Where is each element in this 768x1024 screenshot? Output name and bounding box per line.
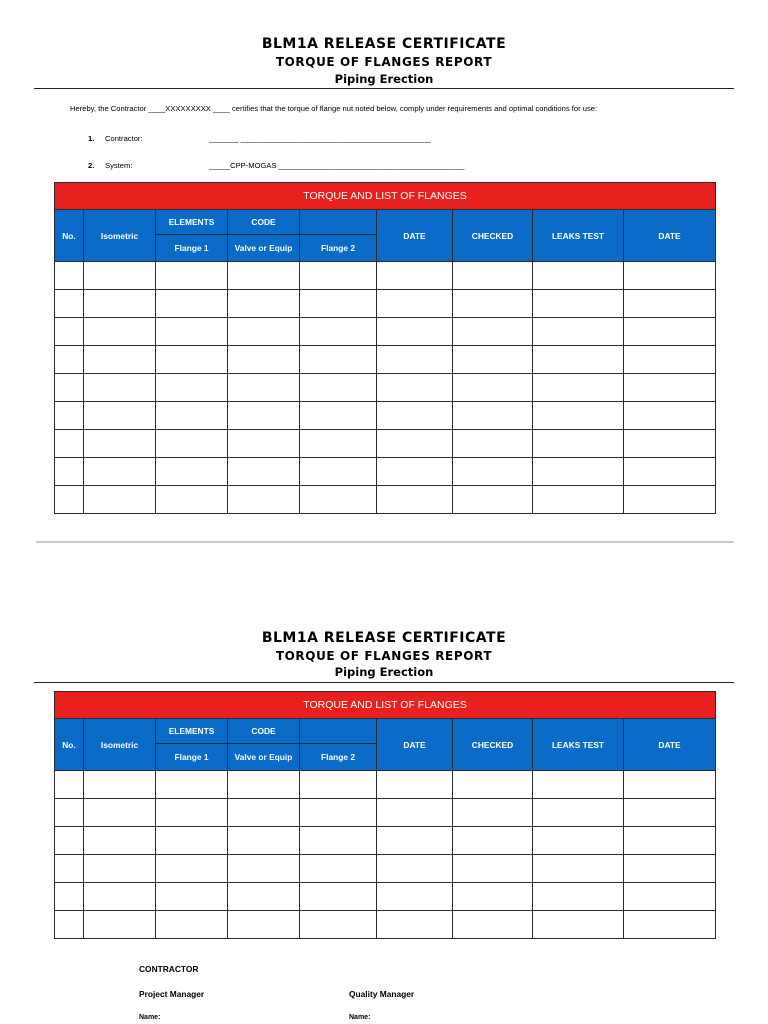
table-row bbox=[55, 374, 716, 402]
table-cell bbox=[624, 262, 716, 290]
table-cell bbox=[377, 911, 453, 939]
table-cell bbox=[228, 402, 300, 430]
table-cell bbox=[453, 799, 533, 827]
table-cell bbox=[84, 771, 156, 799]
flanges-table bbox=[54, 182, 716, 514]
table-cell bbox=[533, 486, 624, 514]
header-isometric: Isometric bbox=[84, 210, 156, 262]
flanges-table bbox=[54, 691, 716, 939]
table-cell bbox=[156, 346, 228, 374]
table-cell bbox=[377, 883, 453, 911]
header-flange-1: Flange 1 bbox=[156, 744, 228, 771]
table-cell bbox=[624, 799, 716, 827]
table-row bbox=[55, 855, 716, 883]
contractor-statement: Hereby, the Contractor ____XXXXXXXXX ____ certifies that the torque of flange nut noted below, comply under requirements and optimal conditions for use: bbox=[70, 104, 598, 113]
table-cell bbox=[300, 346, 377, 374]
table-cell bbox=[533, 883, 624, 911]
table-cell bbox=[453, 374, 533, 402]
header-flange-1: Flange 1 bbox=[156, 235, 228, 262]
table-banner: TORQUE AND LIST OF FLANGES bbox=[55, 692, 716, 719]
table-cell bbox=[533, 402, 624, 430]
table-cell bbox=[156, 402, 228, 430]
table-cell bbox=[377, 771, 453, 799]
table-cell bbox=[156, 486, 228, 514]
header-elements: ELEMENTS bbox=[156, 719, 228, 744]
table-cell bbox=[55, 430, 84, 458]
table-cell bbox=[377, 827, 453, 855]
table-cell bbox=[156, 262, 228, 290]
table-cell bbox=[228, 827, 300, 855]
table-cell bbox=[300, 883, 377, 911]
signature-name-label: Name: bbox=[349, 1014, 371, 1021]
header-rule bbox=[34, 88, 734, 89]
table-row bbox=[55, 346, 716, 374]
table-banner: TORQUE AND LIST OF FLANGES bbox=[55, 183, 716, 210]
field-system-value: _____CPP-MOGAS ____________________________________________ bbox=[209, 161, 465, 170]
table-cell bbox=[84, 458, 156, 486]
table-cell bbox=[377, 374, 453, 402]
table-cell bbox=[377, 318, 453, 346]
header-blank bbox=[300, 210, 377, 235]
table-cell bbox=[300, 402, 377, 430]
table-cell bbox=[55, 771, 84, 799]
table-cell bbox=[533, 827, 624, 855]
table-cell bbox=[156, 883, 228, 911]
table-cell bbox=[453, 486, 533, 514]
table-cell bbox=[453, 430, 533, 458]
table-cell bbox=[533, 262, 624, 290]
table-row bbox=[55, 827, 716, 855]
table-cell bbox=[228, 346, 300, 374]
table-cell bbox=[453, 771, 533, 799]
table-cell bbox=[228, 458, 300, 486]
table-cell bbox=[84, 374, 156, 402]
header-no: No. bbox=[55, 210, 84, 262]
header-leaks-test: LEAKS TEST bbox=[533, 210, 624, 262]
table-cell bbox=[533, 799, 624, 827]
table-cell bbox=[300, 799, 377, 827]
table-cell bbox=[228, 883, 300, 911]
header-code: CODE bbox=[228, 719, 300, 744]
certificate-section: Piping Erection bbox=[334, 72, 434, 86]
table-cell bbox=[533, 855, 624, 883]
table-cell bbox=[453, 262, 533, 290]
header-code: CODE bbox=[228, 210, 300, 235]
table-cell bbox=[156, 318, 228, 346]
table-cell bbox=[84, 827, 156, 855]
table-cell bbox=[156, 771, 228, 799]
table-cell bbox=[55, 402, 84, 430]
header-checked: CHECKED bbox=[453, 210, 533, 262]
table-cell bbox=[228, 486, 300, 514]
table-cell bbox=[377, 262, 453, 290]
field-system-number: 2. bbox=[88, 161, 95, 170]
table-cell bbox=[228, 318, 300, 346]
header-no: No. bbox=[55, 719, 84, 771]
certificate-section: Piping Erection bbox=[334, 665, 434, 679]
table-row bbox=[55, 799, 716, 827]
header-valve-or-equip: Valve or Equip bbox=[228, 235, 300, 262]
table-cell bbox=[624, 430, 716, 458]
table-cell bbox=[300, 486, 377, 514]
header-elements: ELEMENTS bbox=[156, 210, 228, 235]
table-cell bbox=[453, 883, 533, 911]
table-cell bbox=[453, 855, 533, 883]
table-cell bbox=[453, 458, 533, 486]
table-cell bbox=[624, 290, 716, 318]
table-cell bbox=[156, 827, 228, 855]
table-row bbox=[55, 771, 716, 799]
table-cell bbox=[156, 799, 228, 827]
table-cell bbox=[300, 771, 377, 799]
header-date: DATE bbox=[377, 719, 453, 771]
table-cell bbox=[533, 458, 624, 486]
header-date-2: DATE bbox=[624, 719, 716, 771]
certificate-subtitle: TORQUE OF FLANGES REPORT bbox=[275, 55, 493, 69]
field-system-label: System: bbox=[105, 161, 133, 170]
table-cell bbox=[624, 911, 716, 939]
table-row bbox=[55, 262, 716, 290]
page-divider bbox=[36, 541, 734, 543]
table-cell bbox=[624, 827, 716, 855]
certificate-title: BLM1A RELEASE CERTIFICATE bbox=[261, 36, 507, 52]
table-cell bbox=[624, 402, 716, 430]
table-cell bbox=[156, 290, 228, 318]
header-checked: CHECKED bbox=[453, 719, 533, 771]
table-cell bbox=[55, 374, 84, 402]
table-cell bbox=[300, 855, 377, 883]
header-rule bbox=[34, 682, 734, 683]
table-cell bbox=[55, 346, 84, 374]
table-cell bbox=[533, 771, 624, 799]
table-cell bbox=[156, 430, 228, 458]
table-cell bbox=[377, 346, 453, 374]
table-cell bbox=[156, 374, 228, 402]
table-cell bbox=[84, 799, 156, 827]
table-cell bbox=[228, 855, 300, 883]
table-cell bbox=[377, 402, 453, 430]
table-cell bbox=[300, 290, 377, 318]
table-cell bbox=[624, 855, 716, 883]
table-cell bbox=[228, 430, 300, 458]
signature-quality-manager: Quality Manager bbox=[349, 989, 415, 999]
table-cell bbox=[84, 346, 156, 374]
table-cell bbox=[84, 262, 156, 290]
signature-project-manager: Project Manager bbox=[139, 989, 205, 999]
table-cell bbox=[156, 855, 228, 883]
table-row bbox=[55, 430, 716, 458]
table-cell bbox=[453, 911, 533, 939]
table-cell bbox=[228, 290, 300, 318]
table-cell bbox=[377, 290, 453, 318]
table-row bbox=[55, 883, 716, 911]
table-cell bbox=[624, 374, 716, 402]
table-cell bbox=[453, 346, 533, 374]
table-cell bbox=[84, 486, 156, 514]
signature-contractor-heading: CONTRACTOR bbox=[139, 964, 199, 974]
table-cell bbox=[624, 883, 716, 911]
table-cell bbox=[300, 458, 377, 486]
table-cell bbox=[228, 374, 300, 402]
table-cell bbox=[300, 827, 377, 855]
table-row bbox=[55, 486, 716, 514]
table-cell bbox=[300, 911, 377, 939]
table-cell bbox=[300, 374, 377, 402]
certificate-title: BLM1A RELEASE CERTIFICATE bbox=[261, 630, 507, 646]
table-row bbox=[55, 290, 716, 318]
signature-name-label: Name: bbox=[139, 1014, 161, 1021]
table-cell bbox=[453, 318, 533, 346]
header-valve-or-equip: Valve or Equip bbox=[228, 744, 300, 771]
header-leaks-test: LEAKS TEST bbox=[533, 719, 624, 771]
table-cell bbox=[377, 855, 453, 883]
table-cell bbox=[624, 346, 716, 374]
table-cell bbox=[84, 855, 156, 883]
table-cell bbox=[533, 290, 624, 318]
table-cell bbox=[84, 883, 156, 911]
table-cell bbox=[84, 430, 156, 458]
field-contractor-value: _______ _____________________________________________ bbox=[209, 134, 431, 143]
table-cell bbox=[55, 262, 84, 290]
table-cell bbox=[300, 262, 377, 290]
table-cell bbox=[228, 799, 300, 827]
table-cell bbox=[55, 883, 84, 911]
table-cell bbox=[533, 318, 624, 346]
table-cell bbox=[55, 827, 84, 855]
table-cell bbox=[228, 911, 300, 939]
table-cell bbox=[55, 318, 84, 346]
table-cell bbox=[84, 911, 156, 939]
table-cell bbox=[377, 430, 453, 458]
table-cell bbox=[533, 374, 624, 402]
header-date: DATE bbox=[377, 210, 453, 262]
table-cell bbox=[300, 430, 377, 458]
table-row bbox=[55, 318, 716, 346]
field-contractor-label: Contractor: bbox=[105, 134, 143, 143]
table-cell bbox=[55, 486, 84, 514]
header-flange-2: Flange 2 bbox=[300, 235, 377, 262]
table-cell bbox=[453, 402, 533, 430]
table-cell bbox=[156, 458, 228, 486]
table-cell bbox=[55, 799, 84, 827]
table-cell bbox=[300, 318, 377, 346]
table-cell bbox=[453, 827, 533, 855]
field-contractor-number: 1. bbox=[88, 134, 95, 143]
table-cell bbox=[624, 486, 716, 514]
table-cell bbox=[624, 771, 716, 799]
table-cell bbox=[84, 402, 156, 430]
table-row bbox=[55, 458, 716, 486]
table-cell bbox=[228, 771, 300, 799]
table-cell bbox=[533, 346, 624, 374]
table-cell bbox=[156, 911, 228, 939]
table-cell bbox=[533, 911, 624, 939]
certificate-subtitle: TORQUE OF FLANGES REPORT bbox=[275, 649, 493, 663]
table-cell bbox=[624, 318, 716, 346]
table-cell bbox=[84, 318, 156, 346]
header-date-2: DATE bbox=[624, 210, 716, 262]
table-cell bbox=[228, 262, 300, 290]
table-cell bbox=[55, 911, 84, 939]
header-blank bbox=[300, 719, 377, 744]
table-row bbox=[55, 911, 716, 939]
table-cell bbox=[377, 486, 453, 514]
table-cell bbox=[377, 799, 453, 827]
header-flange-2: Flange 2 bbox=[300, 744, 377, 771]
header-isometric: Isometric bbox=[84, 719, 156, 771]
table-cell bbox=[453, 290, 533, 318]
table-cell bbox=[84, 290, 156, 318]
table-cell bbox=[55, 458, 84, 486]
table-cell bbox=[55, 855, 84, 883]
table-cell bbox=[624, 458, 716, 486]
table-cell bbox=[533, 430, 624, 458]
table-cell bbox=[55, 290, 84, 318]
table-cell bbox=[377, 458, 453, 486]
table-row bbox=[55, 402, 716, 430]
